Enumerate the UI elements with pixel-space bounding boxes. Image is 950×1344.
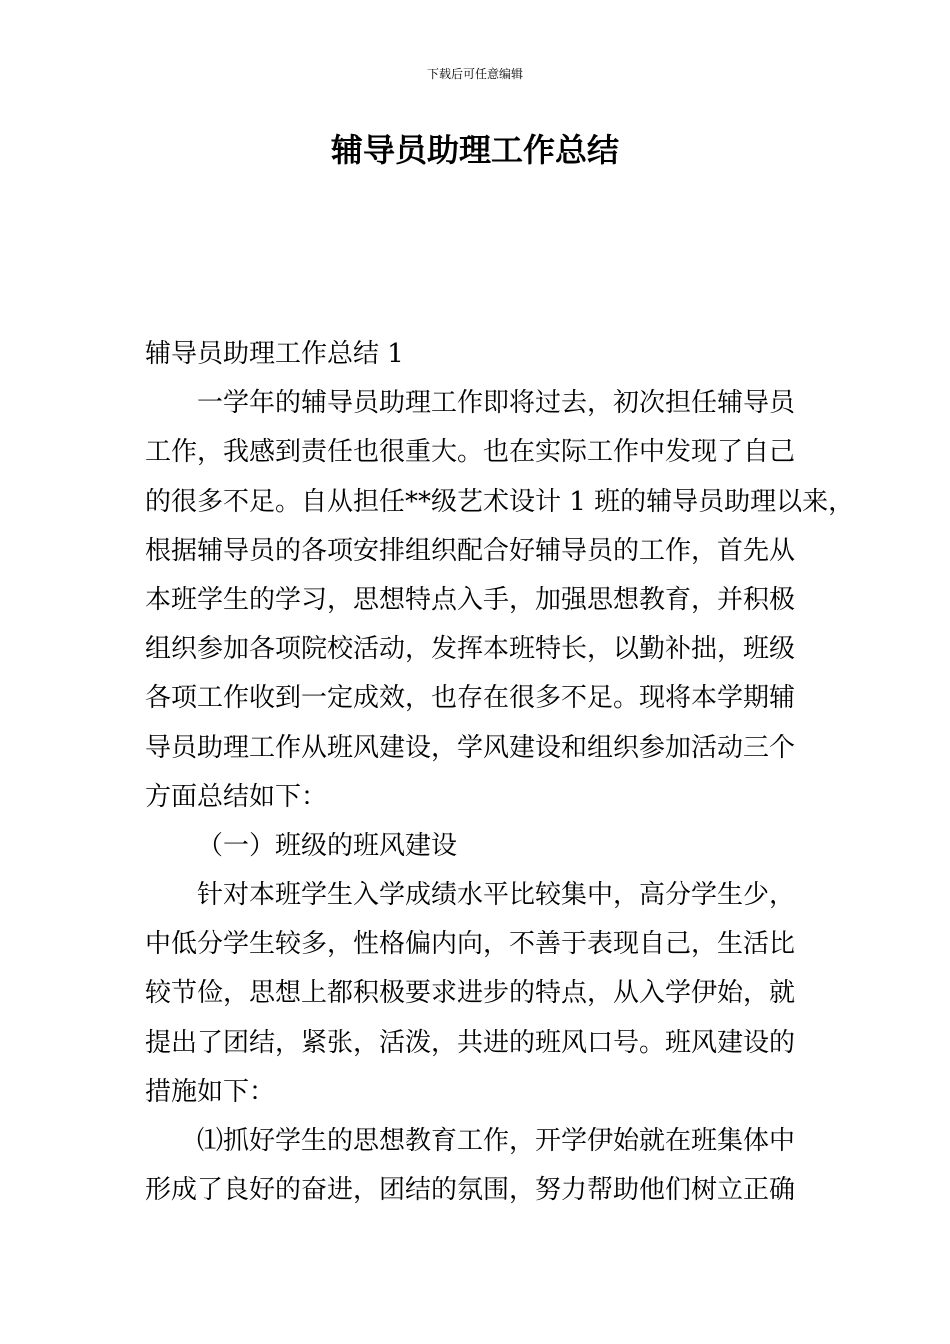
text-line: 的很多不足。自从担任**级艺术设计 1 班的辅导员助理以来， — [145, 486, 855, 517]
text-line: 导员助理工作从班风建设，学风建设和组织参加活动三个 — [145, 732, 796, 763]
text-line: 工作，我感到责任也很重大。也在实际工作中发现了自己 — [145, 437, 796, 468]
text-line: 形成了良好的奋进，团结的氛围，努力帮助他们树立正确 — [145, 1175, 796, 1206]
document-title: 辅导员助理工作总结 — [330, 131, 619, 169]
text-line: 提出了团结，紧张，活泼，共进的班风口号。班风建设的 — [145, 1027, 796, 1058]
text-line: 根据辅导员的各项安排组织配合好辅导员的工作，首先从 — [145, 535, 796, 566]
text-line: （一）班级的班风建设 — [197, 830, 458, 861]
text-line: 措施如下： — [145, 1076, 276, 1107]
text-line: 针对本班学生入学成绩水平比较集中，高分学生少， — [197, 880, 796, 911]
text-line: 中低分学生较多，性格偏内向，不善于表现自己，生活比 — [145, 929, 796, 960]
text-line: ⑴抓好学生的思想教育工作，开学伊始就在班集体中 — [197, 1126, 796, 1156]
text-line: 一学年的辅导员助理工作即将过去，初次担任辅导员 — [197, 388, 796, 419]
text-line: 辅导员助理工作总结 1 — [145, 339, 404, 369]
text-line: 方面总结如下： — [145, 781, 328, 812]
text-line: 本班学生的学习，思想特点入手，加强思想教育，并积极 — [145, 584, 796, 615]
document-body — [145, 330, 855, 1215]
text-line: 组织参加各项院校活动，发挥本班特长，以勤补拙，班级 — [145, 634, 796, 665]
text-line: 较节俭，思想上都积极要求进步的特点，从入学伊始，就 — [145, 978, 796, 1009]
header-note: 下载后可任意编辑 — [426, 67, 523, 81]
text-line: 各项工作收到一定成效，也存在很多不足。现将本学期辅 — [145, 683, 796, 714]
